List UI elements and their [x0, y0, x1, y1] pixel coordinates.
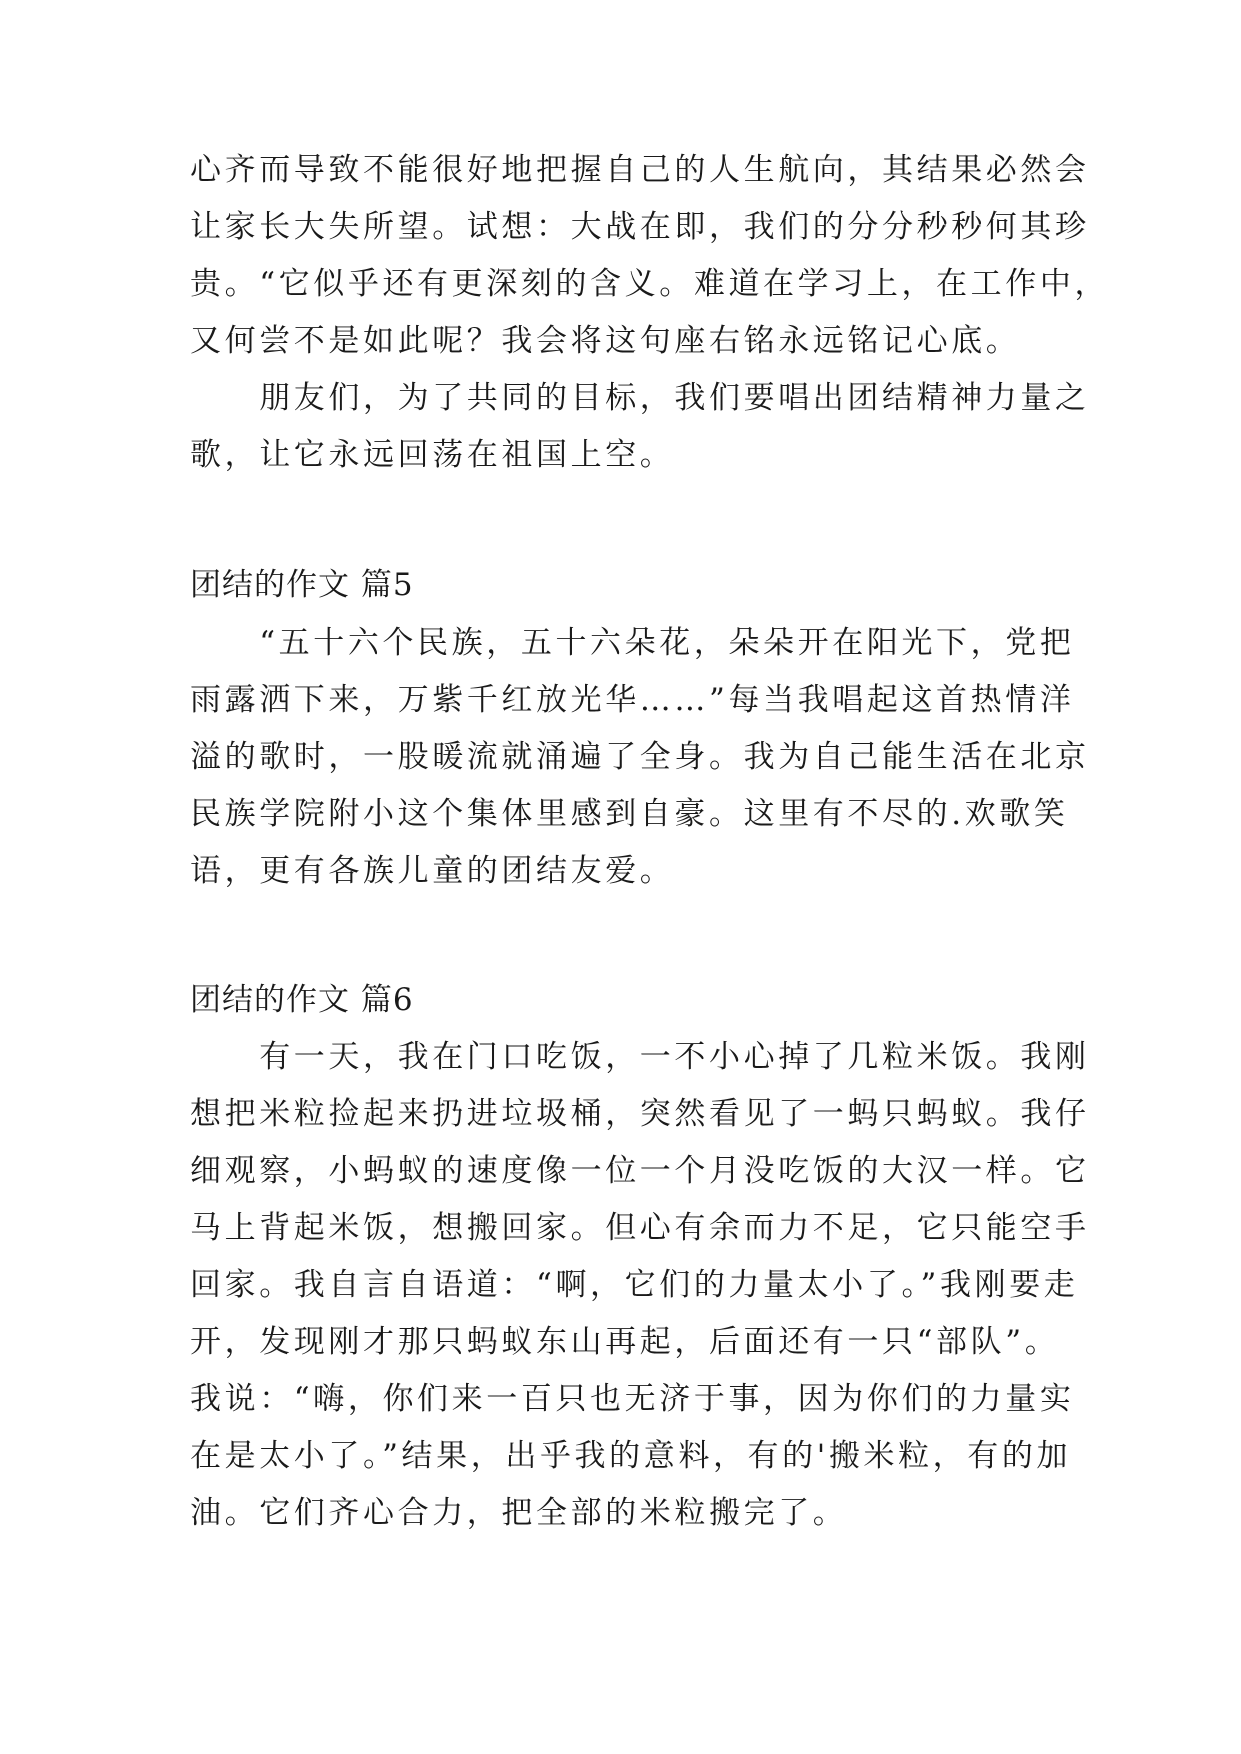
paragraph-line: 马上背起米饭，想搬回家。但心有余而力不足，它只能空手 — [190, 1210, 1090, 1246]
section-heading-5: 团结的作文 篇5 — [190, 567, 414, 603]
paragraph-line: 细观察，小蚂蚁的速度像一位一个月没吃饭的大汉一样。它 — [190, 1153, 1090, 1189]
paragraph-line: 心齐而导致不能很好地把握自己的人生航向，其结果必然会 — [190, 152, 1090, 188]
section-heading-6: 团结的作文 篇6 — [190, 982, 414, 1018]
paragraph-line: 溢的歌时，一股暖流就涌遍了全身。我为自己能生活在北京 — [190, 739, 1090, 775]
paragraph-line: 雨露洒下来，万紫千红放光华……”每当我唱起这首热情洋 — [190, 682, 1075, 718]
paragraph-line: 语，更有各族儿童的团结友爱。 — [190, 853, 675, 889]
paragraph-line: 回家。我自言自语道：“啊，它们的力量太小了。”我刚要走 — [190, 1267, 1079, 1303]
paragraph-line: 贵。“它似乎还有更深刻的含义。难道在学习上，在工作中， — [190, 266, 1110, 302]
paragraph-line: 想把米粒捡起来扔进垃圾桶，突然看见了一蚂只蚂蚁。我仔 — [190, 1096, 1090, 1132]
paragraph-line: 我说：“嗨，你们来一百只也无济于事，因为你们的力量实 — [190, 1381, 1075, 1417]
paragraph-line: “五十六个民族，五十六朵花，朵朵开在阳光下，党把 — [190, 625, 1075, 661]
paragraph-line: 歌，让它永远回荡在祖国上空。 — [190, 437, 675, 473]
paragraph-line: 有一天，我在门口吃饭，一不小心掉了几粒米饭。我刚 — [190, 1039, 1090, 1075]
paragraph-line: 油。它们齐心合力，把全部的米粒搬完了。 — [190, 1495, 848, 1531]
paragraph-line: 民族学院附小这个集体里感到自豪。这里有不尽的.欢歌笑 — [190, 796, 1069, 832]
paragraph-line: 让家长大失所望。试想：大战在即，我们的分分秒秒何其珍 — [190, 209, 1090, 245]
paragraph-line: 又何尝不是如此呢？我会将这句座右铭永远铭记心底。 — [190, 323, 1021, 359]
paragraph-line: 在是太小了。”结果，出乎我的意料，有的'搬米粒，有的加 — [190, 1438, 1072, 1474]
paragraph-line: 朋友们，为了共同的目标，我们要唱出团结精神力量之 — [190, 380, 1090, 416]
paragraph-line: 开，发现刚才那只蚂蚁东山再起，后面还有一只“部队”。 — [190, 1324, 1060, 1360]
